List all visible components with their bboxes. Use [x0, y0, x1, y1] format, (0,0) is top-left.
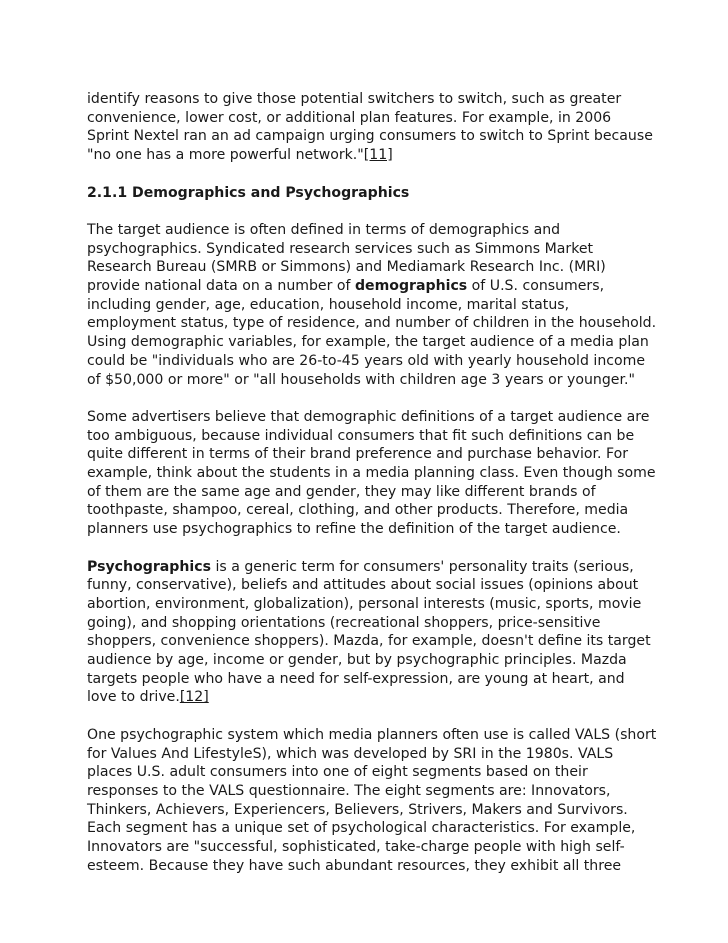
paragraph-psychographics: [87, 558, 657, 708]
footnote-link-11[interactable]: [11]: [363, 147, 393, 164]
footnote-link-12[interactable]: [12]: [179, 689, 209, 706]
paragraph-vals: One psychographic system which media planners often use is called VALS (short for Values And LifestyleS), which was developed by SRI in the 1980s. VALS places U.S. adult consumers into one of eight segments based on their responses to the VALS questionnaire. The eight segments are: Innovators, Thinkers, Achievers, Experiencers, Believers, Strivers, Makers and Survivors. Each segment has a unique set of psychological characteristics. For example, Innovators are "successful, sophisticated, take-charge people with high self-esteem. Because they have such abundant resources, they exhibit all three: [87, 726, 657, 874]
paragraph-ambiguous: Some advertisers believe that demographic definitions of a target audience are too ambiguous, because individual consumers that fit such definitions can be quite different in terms of their brand preference and purchase behavior. For example, think about the students in a media planning class. Even though some of them are the same age and gender, they may like different brands of toothpaste, shampoo, cereal, clothing, and other products. Therefore, media planners use psychographics to refine the definition of the target audience.: [87, 408, 656, 538]
paragraph-demographics: [87, 221, 657, 389]
bold-term-demographics: demographics: [354, 278, 468, 294]
section-heading: 2.1.1 Demographics and Psychographics: [87, 184, 410, 201]
paragraph-text: is a generic term for consumers' personality traits (serious, funny, conservative), beliefs and attitudes about social issues (opinions about abortion, environment, globalization), personal interests (music, sports, movie going), and shopping orientations (recreational shoppers, price-sensitive shoppers, convenience shoppers). Mazda, for example, doesn't define its target audience by age, income or gender, but by psychographic principles. Mazda targets people who have a need for self-expression, are young at heart, and love to drive.: [87, 558, 651, 706]
paragraph-text: identify reasons to give those potential switchers to switch, such as greater convenience, lower cost, or additional plan features. For example, in 2006 Sprint Nextel ran an ad campaign urging consumers to switch to Sprint because "no one has a more powerful network.": [87, 91, 653, 164]
paragraph-text: The target audience is often defined in terms of demographics and psychographics. Syndicated research services such as Simmons Market Research Bureau (SMRB or Simmons) and Mediamark Research Inc. (MRI) provide national data on a number of: [87, 221, 606, 294]
bold-term-psychographics: Psychographics: [87, 558, 211, 575]
document-page: [87, 90, 657, 894]
paragraph-switchers: [87, 90, 657, 165]
paragraph-text: of U.S. consumers, including gender, age, education, household income, marital status, employment status, type of residence, and number of children in the household. Using demographic variables, for example, the target audience of a media plan could be "individuals who are 26-to-45 years old with yearly household income of $50,000 or more" or "all households with children age 3 years or younger.": [87, 278, 657, 388]
